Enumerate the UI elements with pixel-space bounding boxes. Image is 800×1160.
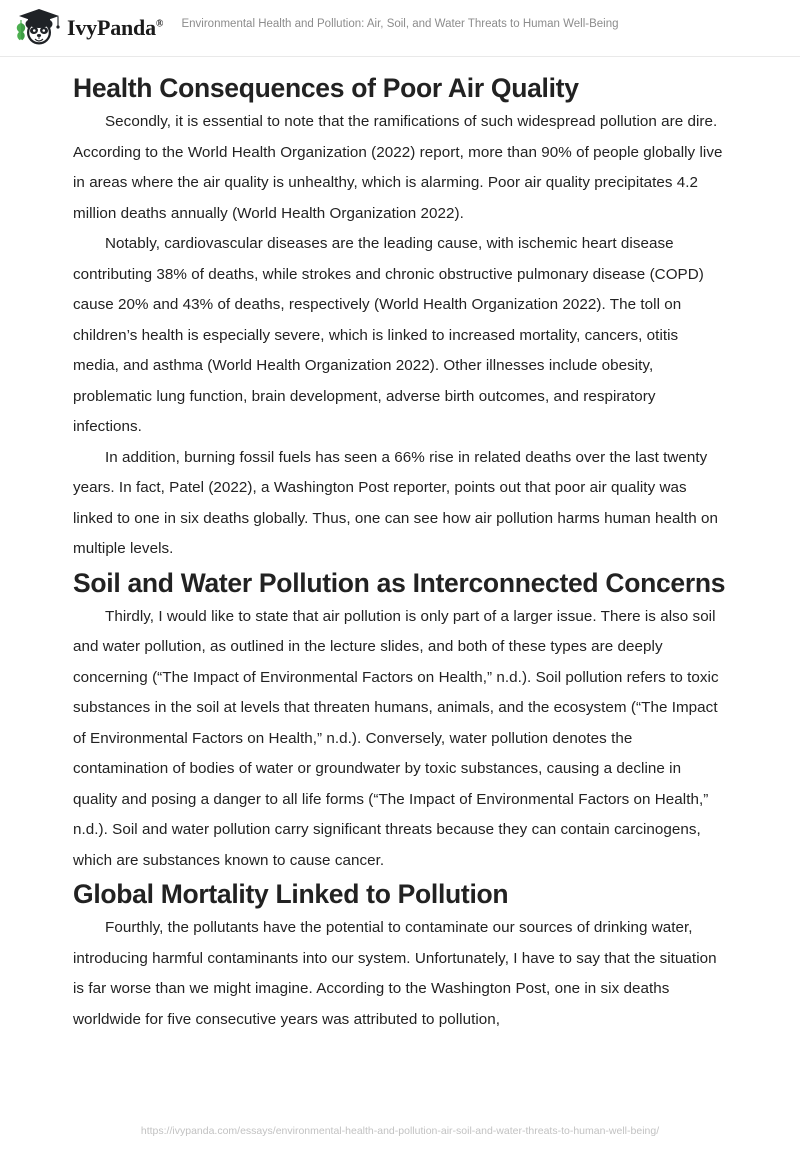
page-header bbox=[0, 0, 800, 57]
section-heading-global-mortality: Global Mortality Linked to Pollution bbox=[73, 879, 509, 909]
paragraph: Fourthly, the pollutants have the potential to contaminate our sources of drinking water, introducing harmful contaminants into our system. Unfortunately, I have to say that the situation is far worse than we might imagine. According to the Washington Post, one in six deaths worldwide for five consecutive years was attributed to pollution, bbox=[73, 919, 717, 1028]
paragraph: In addition, burning fossil fuels has seen a 66% rise in related deaths over the last twenty years. In fact, Patel (2022), a Washington Post reporter, points out that poor air quality was linked to one in six deaths globally. Thus, one can see how air pollution harms human health on multiple levels. bbox=[73, 448, 718, 557]
brand-name-text: IvyPanda bbox=[67, 15, 156, 40]
paragraph: Thirdly, I would like to state that air pollution is only part of a larger issue. There is also soil and water pollution, as outlined in the lecture slides, and both of these types are deeply concerning (“The Impact of Environmental Factors on Health,” n.d.). Soil pollution refers to toxic substances in the soil at levels that threaten humans, animals, and the ecosystem (“The Impact of Environmental Factors on Health,” n.d.). Conversely, water pollution denotes the contamination of bodies of water or groundwater by toxic substances, causing a decline in quality and posing a danger to all life forms (“The Impact of Environmental Factors on Health,” n.d.). Soil and water pollution carry significant threats because they can contain carcinogens, which are substances known to cause cancer. bbox=[73, 607, 719, 869]
registered-mark-icon: ® bbox=[155, 18, 164, 30]
document-title: Environmental Health and Pollution: Air, Soil, and Water Threats to Human Well-Being bbox=[181, 18, 619, 30]
paragraph: Notably, cardiovascular diseases are the leading cause, with ischemic heart disease contributing 38% of deaths, while strokes and chronic obstructive pulmonary disease (COPD) cause 20% and 43% of deaths, respectively (World Health Organization 2022). The toll on children’s health is especially severe, which is linked to increased mortality, cancers, otitis media, and asthma (World Health Organization 2022). Other illnesses include obesity, problematic lung function, brain development, adverse birth outcomes, and respiratory infections. bbox=[73, 235, 704, 435]
source-url[interactable]: https://ivypanda.com/essays/environmental-health-and-pollution-air-soil-and-water-threats-to-human-well-being/ bbox=[140, 1125, 660, 1137]
page-footer bbox=[0, 1110, 800, 1160]
section-heading-air-quality: Health Consequences of Poor Air Quality bbox=[73, 73, 579, 103]
section-heading-soil-water-pollution: Soil and Water Pollution as Interconnected Concerns bbox=[73, 567, 726, 598]
document-content bbox=[73, 70, 728, 1035]
paragraph: Secondly, it is essential to note that the ramifications of such widespread pollution are dire. According to the World Health Organization (2022) report, more than 90% of people globally live in areas where the air quality is unhealthy, which is alarming. Poor air quality precipitates 4.2 million deaths annually (World Health Organization 2022). bbox=[73, 113, 723, 222]
